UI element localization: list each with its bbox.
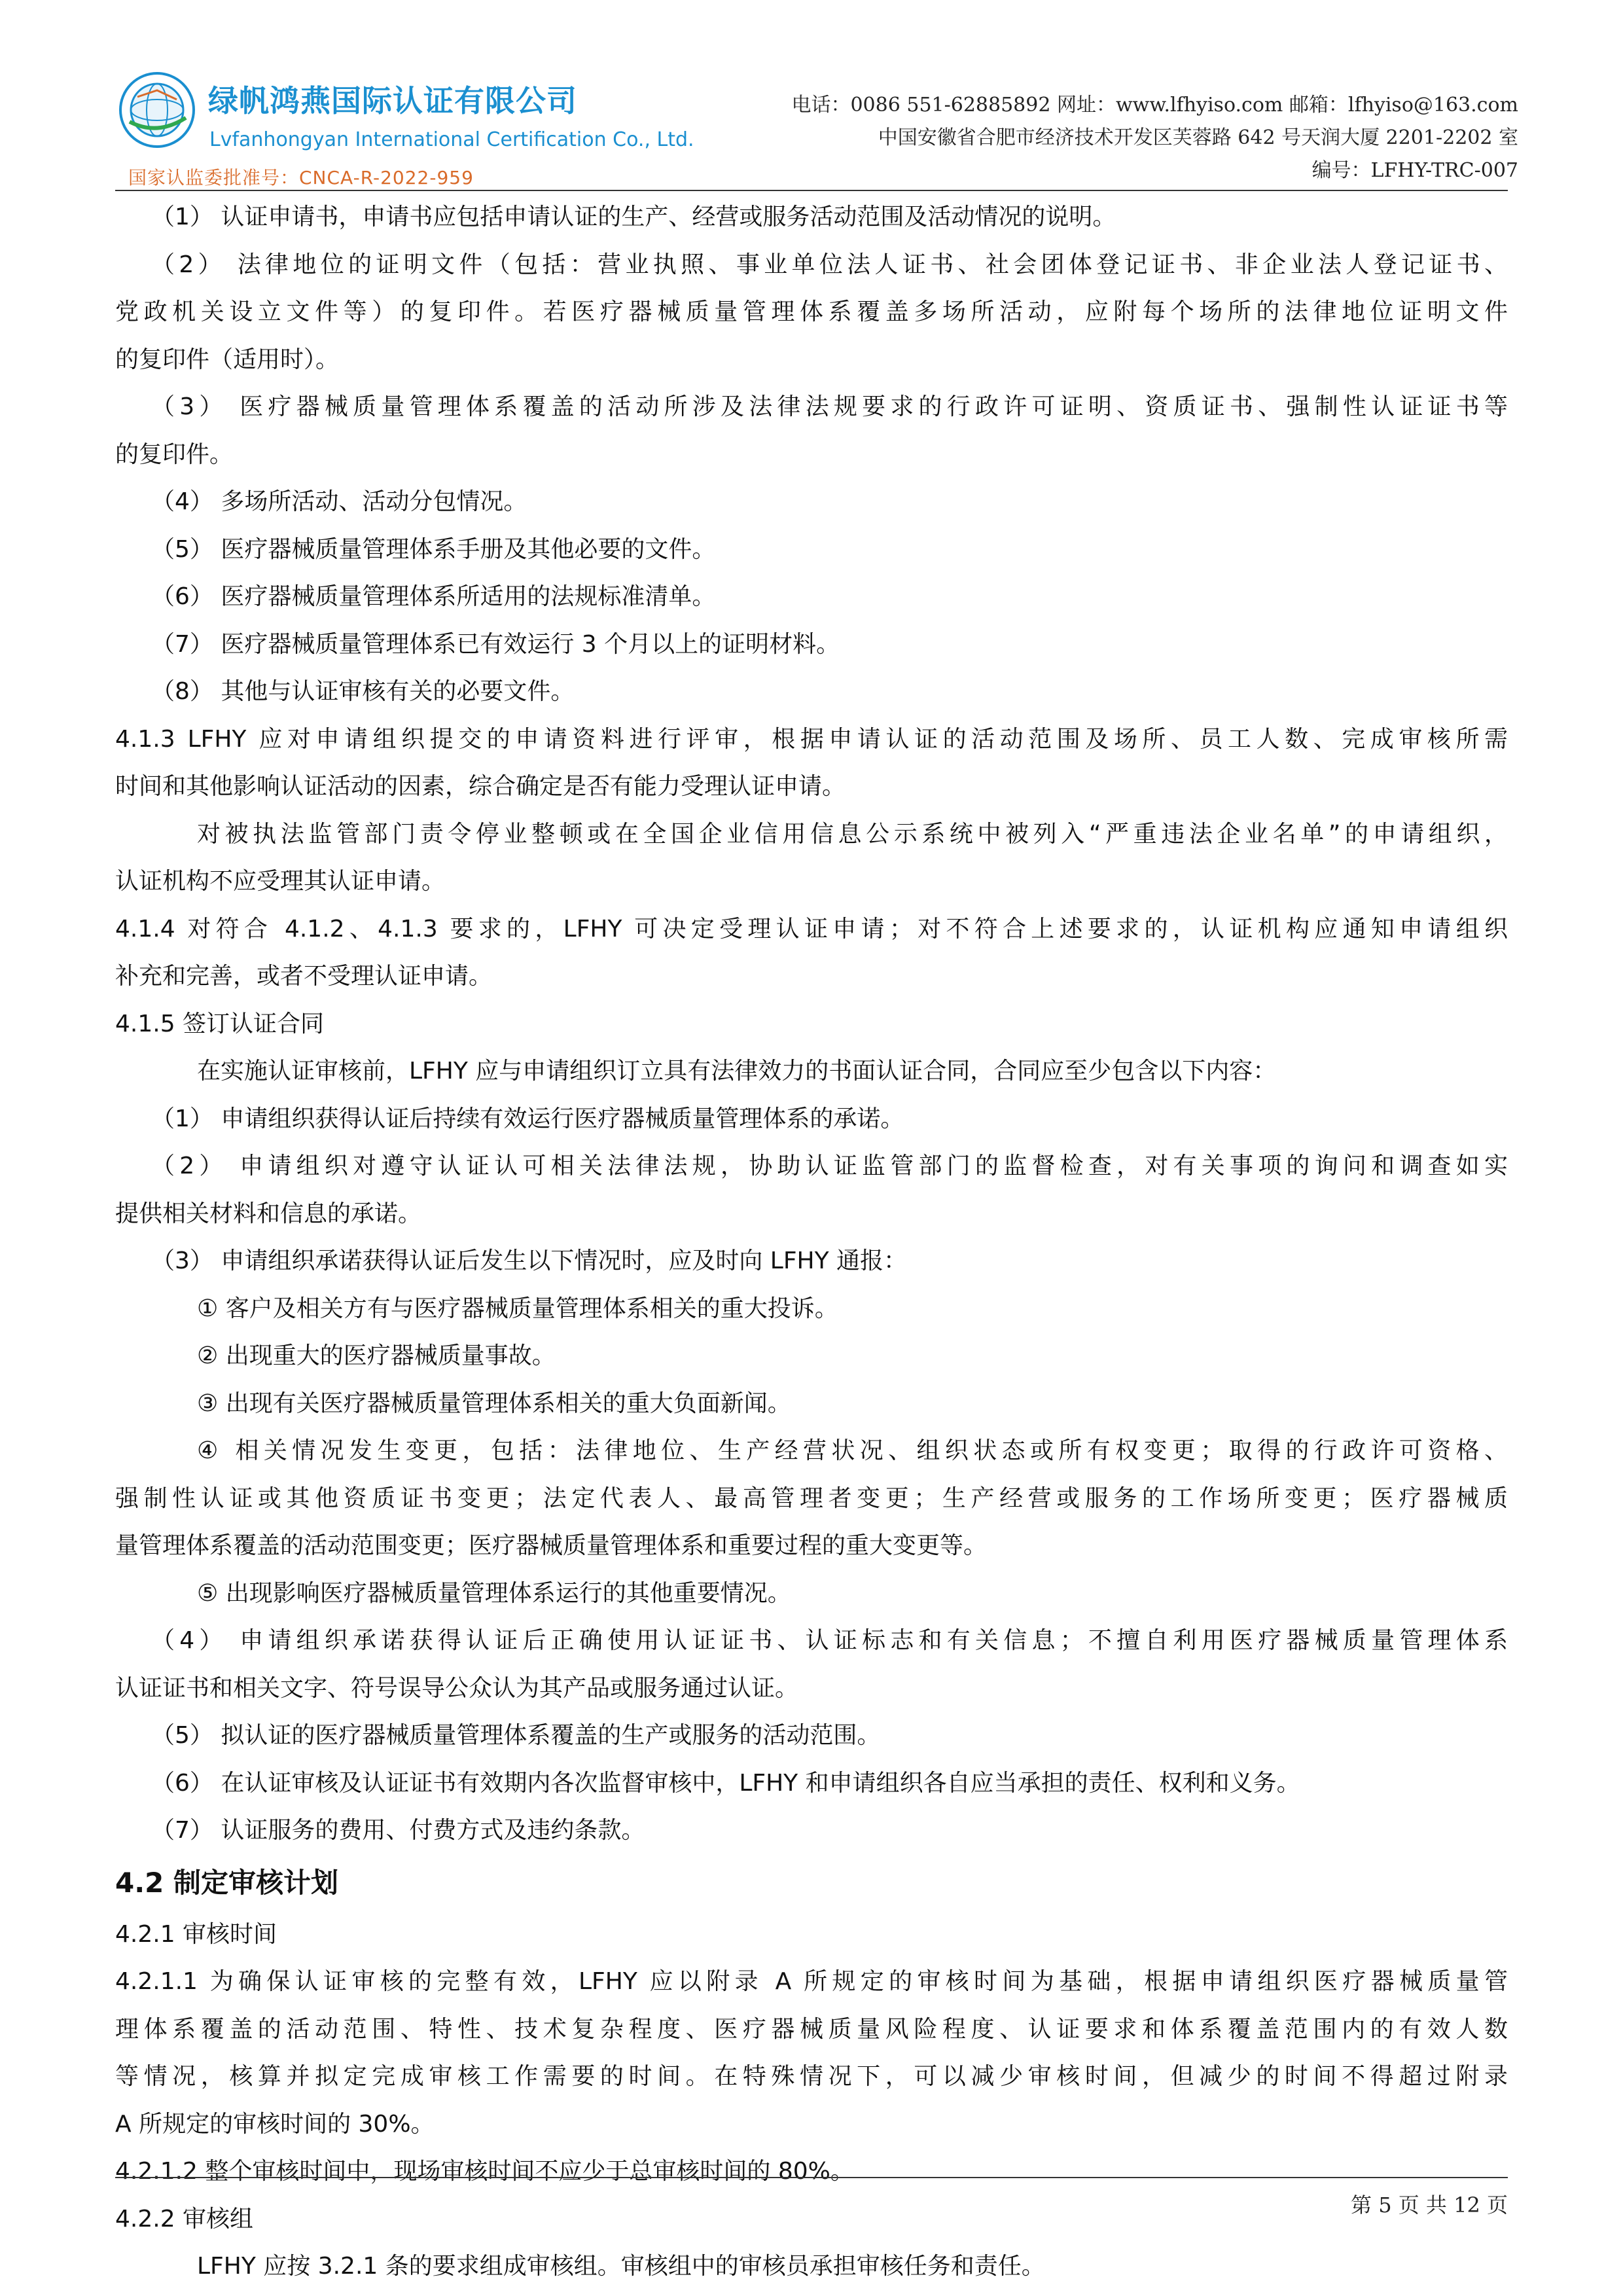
- paragraph-line: 在实施认证审核前，LFHY 应与申请组织订立具有法律效力的书面认证合同，合同应至少包含以下内容：: [197, 1058, 1277, 1085]
- list-item: （4） 申请组织承诺获得认证后正确使用认证证书、认证标志和有关信息；不擅自利用医疗器械质量管理体系: [151, 1627, 1508, 1654]
- sub-list-item: ⑤ 出现影响医疗器械质量管理体系运行的其他重要情况。: [197, 1579, 791, 1607]
- list-item: （6） 医疗器械质量管理体系所适用的法规标准清单。: [151, 583, 716, 610]
- paragraph-line: 理体系覆盖的活动范围、特性、技术复杂程度、医疗器械质量风险程度、认证要求和体系覆盖范围内的有效人数: [115, 2015, 1508, 2043]
- list-item: （8） 其他与认证审核有关的必要文件。: [151, 678, 575, 705]
- clause-4-2-1-heading: 4.2.1 审核时间: [115, 1920, 277, 1948]
- paragraph-line: 认证机构不应受理其认证申请。: [115, 868, 446, 895]
- header-contact-block: [668, 89, 1518, 187]
- list-item: （5） 拟认证的医疗器械质量管理体系覆盖的生产或服务的活动范围。: [151, 1722, 881, 1749]
- list-item: （7） 认证服务的费用、付费方式及违约条款。: [151, 1817, 645, 1844]
- globe-logo-icon: [118, 71, 196, 149]
- company-name-en: Lvfanhongyan International Certification Co., Ltd.: [209, 128, 694, 151]
- paragraph-line: 对被执法监管部门责令停业整顿或在全国企业信用信息公示系统中被列入“严重违法企业名单”的申请组织，: [197, 820, 1508, 848]
- sub-list-item: ② 出现重大的医疗器械质量事故。: [197, 1342, 556, 1369]
- clause-4-2-2-heading: 4.2.2 审核组: [115, 2205, 254, 2233]
- list-item: （4） 多场所活动、活动分包情况。: [151, 488, 527, 515]
- section-heading-4-2: 4.2 制定审核计划: [115, 1866, 339, 1899]
- clause-4-1-3: 4.1.3 LFHY 应对申请组织提交的申请资料进行评审，根据申请认证的活动范围及场所、员工人数、完成审核所需: [115, 725, 1508, 753]
- list-item: （6） 在认证审核及认证证书有效期内各次监督审核中，LFHY 和申请组织各自应当承担的责任、权利和义务。: [151, 1769, 1300, 1797]
- list-item: （7） 医疗器械质量管理体系已有效运行 3 个月以上的证明材料。: [151, 630, 840, 658]
- header-divider: [115, 190, 1508, 191]
- sub-list-item: ④ 相关情况发生变更，包括：法律地位、生产经营状况、组织状态或所有权变更；取得的行政许可资格、: [197, 1437, 1508, 1464]
- paragraph-line: 等情况，核算并拟定完成审核工作需要的时间。在特殊情况下，可以减少审核时间，但减少的时间不得超过附录: [115, 2063, 1508, 2090]
- page-header: [0, 0, 1623, 190]
- document-body: [115, 194, 1508, 2291]
- list-item: （2） 申请组织对遵守认证认可相关法律法规，协助认证监管部门的监督检查，对有关事项的询问和调查如实: [151, 1153, 1508, 1179]
- paragraph-line: 党政机关设立文件等）的复印件。若医疗器械质量管理体系覆盖多场所活动，应附每个场所的法律地位证明文件: [115, 298, 1508, 325]
- page-number: 第 5 页 共 12 页: [1351, 2193, 1508, 2217]
- clause-4-1-4: 4.1.4 对符合 4.1.2、4.1.3 要求的，LFHY 可决定受理认证申请；对不符合上述要求的，认证机构应通知申请组织: [115, 915, 1508, 942]
- list-item: （5） 医疗器械质量管理体系手册及其他必要的文件。: [151, 535, 716, 563]
- clause-4-1-5-heading: 4.1.5 签订认证合同: [115, 1010, 325, 1037]
- footer-divider: [115, 2177, 1508, 2178]
- paragraph-line: 的复印件（适用时）。: [115, 346, 340, 373]
- clause-4-2-1-1: 4.2.1.1 为确保认证审核的完整有效，LFHY 应以附录 A 所规定的审核时间为基础，根据申请组织医疗器械质量管: [115, 1968, 1508, 1995]
- registration-number: 国家认监委批准号：CNCA-R-2022-959: [128, 167, 474, 188]
- list-item: （1） 申请组织获得认证后持续有效运行医疗器械质量管理体系的承诺。: [151, 1105, 904, 1132]
- list-item: （1） 认证申请书，申请书应包括申请认证的生产、经营或服务活动范围及活动情况的说明。: [151, 204, 1116, 230]
- company-name-cn: 绿帆鸿燕国际认证有限公司: [208, 83, 577, 118]
- paragraph-line: 的复印件。: [115, 440, 234, 468]
- address-line: 中国安徽省合肥市经济技术开发区芙蓉路 642 号天润大厦 2201-2202 室: [878, 126, 1518, 149]
- paragraph-line: 补充和完善，或者不受理认证申请。: [115, 963, 493, 990]
- list-item: （3） 申请组织承诺获得认证后发生以下情况时，应及时向 LFHY 通报：: [151, 1247, 908, 1274]
- paragraph-line: 时间和其他影响认证活动的因素，综合确定是否有能力受理认证申请。: [115, 773, 846, 800]
- list-item: （2） 法律地位的证明文件（包括：营业执照、事业单位法人证书、社会团体登记证书、非企业法人登记证书、: [151, 251, 1508, 278]
- paragraph-line: A 所规定的审核时间的 30%。: [115, 2110, 435, 2138]
- paragraph-line: LFHY 应按 3.2.1 条的要求组成审核组。审核组中的审核员承担审核任务和责任。: [197, 2253, 1045, 2280]
- list-item: （3） 医疗器械质量管理体系覆盖的活动所涉及法律法规要求的行政许可证明、资质证书、强制性认证证书等: [151, 393, 1508, 420]
- clause-4-2-1-2: 4.2.1.2 整个审核时间中，现场审核时间不应少于总审核时间的 80%。: [115, 2158, 854, 2185]
- sub-list-item: ① 客户及相关方有与医疗器械质量管理体系相关的重大投诉。: [197, 1295, 838, 1322]
- contact-line: 电话：0086 551-62885892 网址：www.lfhyiso.com 邮箱：lfhyiso@163.com: [791, 94, 1518, 117]
- paragraph-line: 提供相关材料和信息的承诺。: [115, 1200, 422, 1227]
- sub-list-item: ③ 出现有关医疗器械质量管理体系相关的重大负面新闻。: [197, 1390, 791, 1417]
- paragraph-line: 量管理体系覆盖的活动范围变更；医疗器械质量管理体系和重要过程的重大变更等。: [115, 1532, 988, 1559]
- paragraph-line: 强制性认证或其他资质证书变更；法定代表人、最高管理者变更；生产经营或服务的工作场所变更；医疗器械质: [115, 1484, 1508, 1512]
- document-number: 编号：LFHY-TRC-007: [1311, 159, 1518, 182]
- paragraph-line: 认证证书和相关文字、符号误导公众认为其产品或服务通过认证。: [115, 1674, 799, 1702]
